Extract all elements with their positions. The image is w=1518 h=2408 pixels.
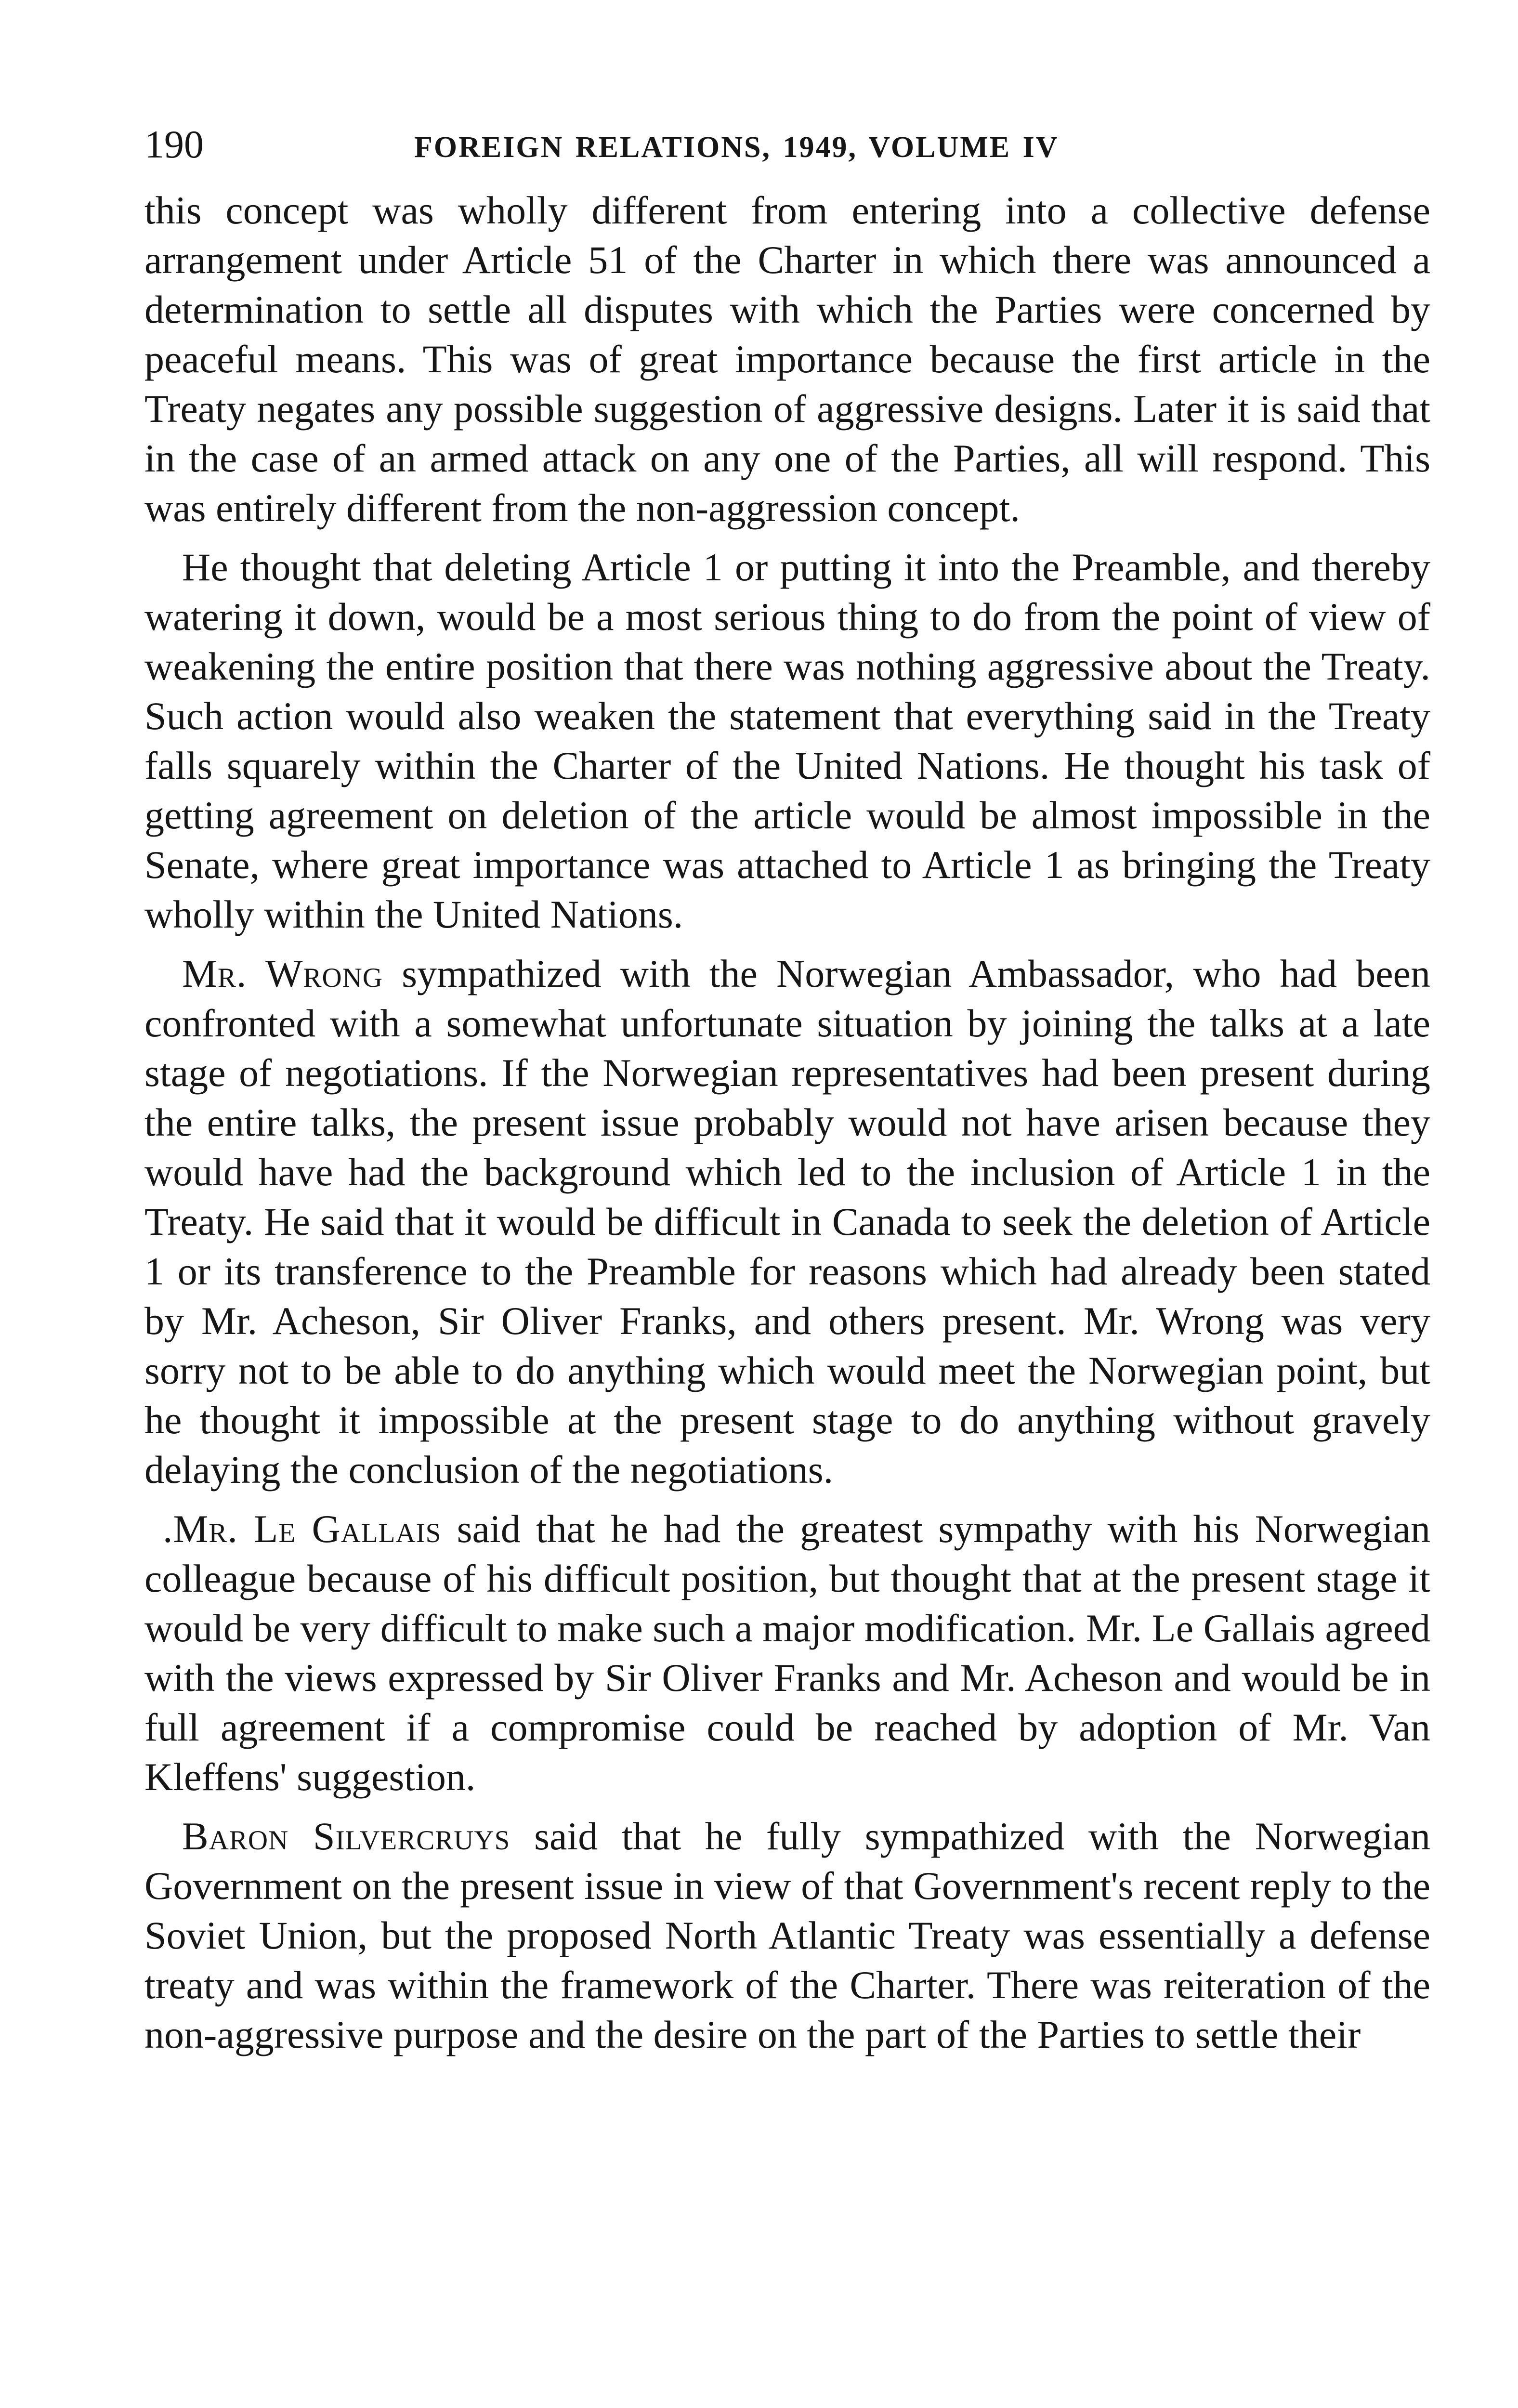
paragraph-text: said that he fully sympathized with the Norwegian Government on the present issue in view of that Government's recent reply to the Soviet Union, but the proposed North Atlantic Treaty was essentially a defense treaty and was within the framework of the Charter. There was reiteration of the non-aggressive purpose and the desire on the part of the Parties to settle their	[144, 1814, 1430, 2056]
body-text	[144, 185, 1430, 2059]
paragraph-text: this concept was wholly different from entering into a collective defense arrangement under Article 51 of the Charter in which there was announced a determination to settle all disputes with which the Parties were concerned by peaceful means. This was of great importance because the first article in the Treaty negates any possible suggestion of aggressive designs. Later it is said that in the case of an armed attack on any one of the Parties, all will respond. This was entirely different from the non-aggression concept.	[144, 188, 1430, 530]
paragraph-text: said that he had the greatest sympathy with his Norwegian colleague because of his difficult position, but thought that at the present stage it would be very difficult to make such a major modification. Mr. Le Gallais agreed with the views expressed by Sir Oliver Franks and Mr. Acheson and would be in full agreement if a compromise could be reached by adoption of Mr. Van Kleffens' suggestion.	[144, 1507, 1430, 1799]
paragraph-text: sympathized with the Norwegian Ambassador, who had been confronted with a somewhat unfortunate situation by joining the talks at a late stage of negotiations. If the Norwegian representatives had been present during the entire talks, the present issue probably would not have arisen because they would have had the background which led to the inclusion of Article 1 in the Treaty. He said that it would be difficult in Canada to seek the deletion of Article 1 or its transference to the Preamble for reasons which had already been stated by Mr. Acheson, Sir Oliver Franks, and others present. Mr. Wrong was very sorry not to be able to do anything which would meet the Norwegian point, but he thought it impossible at the present stage to do anything without gravely delaying the conclusion of the negotiations.	[144, 952, 1430, 1492]
paragraph	[144, 1504, 1430, 1802]
paragraph	[144, 1811, 1430, 2059]
document-page	[144, 123, 1430, 2069]
speaker-name: Mr. Wrong	[182, 952, 383, 995]
paragraph	[144, 542, 1430, 939]
paragraph	[144, 185, 1430, 533]
running-head: FOREIGN RELATIONS, 1949, VOLUME IV	[414, 131, 1059, 164]
page-number: 190	[144, 122, 204, 166]
speaker-name: Baron Silvercruys	[182, 1814, 510, 1858]
paragraph-text: He thought that deleting Article 1 or putting it into the Preamble, and thereby watering it down, would be a most serious thing to do from the point of view of weakening the entire position that there was nothing aggressive about the Treaty. Such action would also weaken the statement that everything said in the Treaty falls squarely within the Charter of the United Nations. He thought his task of getting agreement on deletion of the article would be almost impossible in the Senate, where great importance was attached to Article 1 as bringing the Treaty wholly within the United Nations.	[144, 545, 1430, 936]
paragraph	[144, 949, 1430, 1494]
page-header	[144, 123, 1430, 185]
speaker-name: .Mr. Le Gallais	[163, 1507, 442, 1551]
